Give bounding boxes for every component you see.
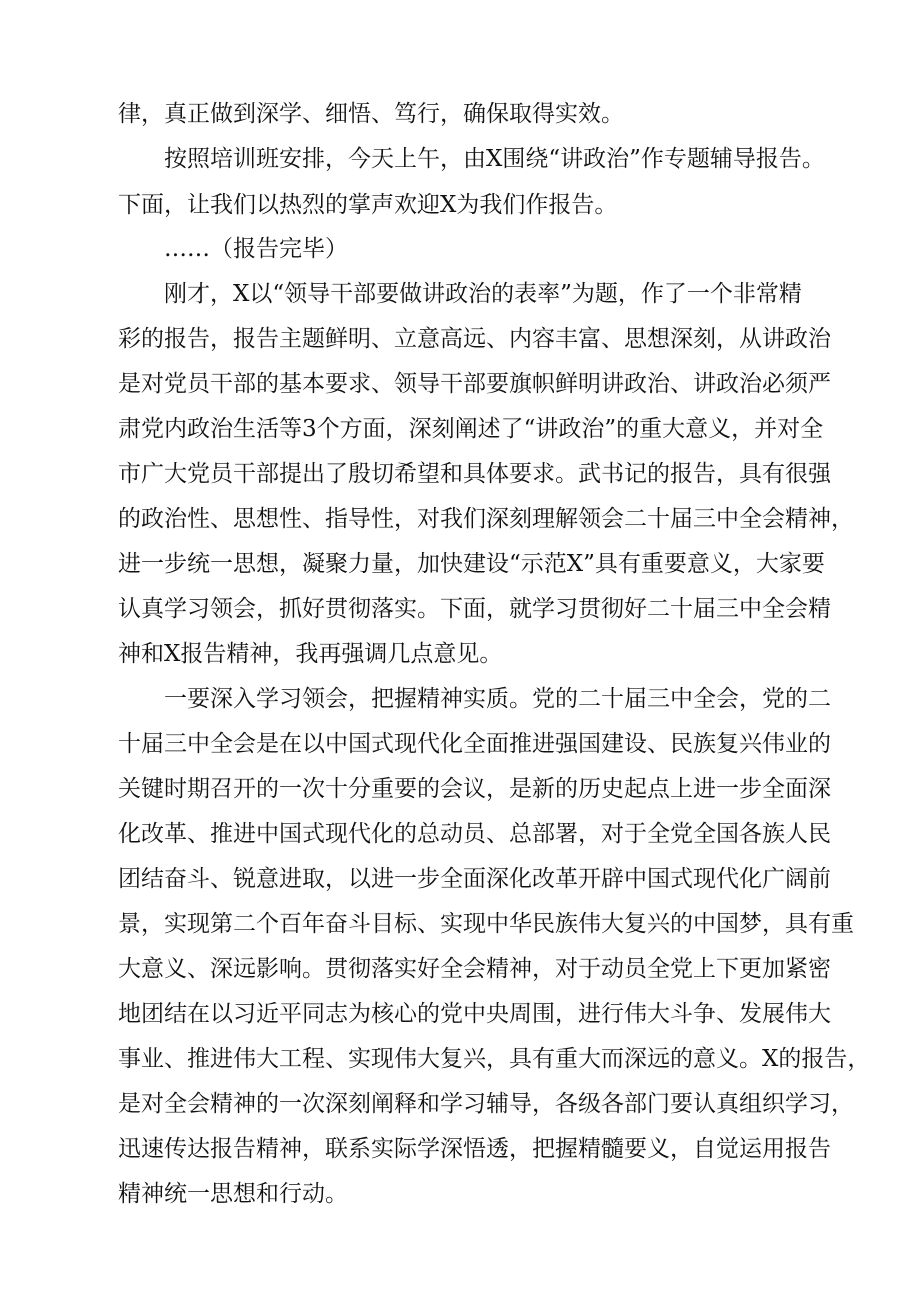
text-line: 景，实现第二个百年奋斗目标、实现中华民族伟大复兴的中国梦，具有重 [118, 911, 854, 937]
text-line: 律，真正做到深学、细悟、笃行，确保取得实效。 [118, 101, 624, 127]
text-line: 一要深入学习领会，把握精神实质。党的二十届三中全会，党的二 [164, 686, 831, 712]
text-line: 是对党员干部的基本要求、领导干部要旗帜鲜明讲政治、讲政治必须严 [118, 371, 831, 397]
text-line: 进一步统一思想，凝聚力量，加快建设“示范X”具有重要意义，大家要 [118, 551, 825, 577]
text-line: ……（报告完毕） [164, 236, 348, 262]
text-line: 大意义、深远影响。贯彻落实好全会精神，对于动员全党上下更加紧密 [118, 956, 831, 982]
text-line: 下面，让我们以热烈的掌声欢迎X为我们作报告。 [118, 192, 618, 218]
text-line: 彩的报告，报告主题鲜明、立意高远、内容丰富、思想深刻，从讲政治 [118, 326, 831, 352]
text-line: 是对全会精神的一次深刻阐释和学习辅导，各级各部门要认真组织学习， [118, 1091, 854, 1117]
text-line: 刚才，X以“领导干部要做讲政治的表率”为题，作了一个非常精 [164, 281, 802, 307]
text-line: 按照培训班安排，今天上午，由X围绕“讲政治”作专题辅导报告。 [164, 146, 825, 172]
text-line: 事业、推进伟大工程、实现伟大复兴，具有重大而深远的意义。X的报告， [118, 1046, 871, 1072]
text-line: 十届三中全会是在以中国式现代化全面推进强国建设、民族复兴伟业的 [118, 731, 831, 757]
text-line: 肃党内政治生活等3个方面，深刻阐述了“讲政治”的重大意义，并对全 [118, 416, 824, 442]
text-line: 团结奋斗、锐意进取，以进一步全面深化改革开辟中国式现代化广阔前 [118, 866, 831, 892]
text-line: 地团结在以习近平同志为核心的党中央周围，进行伟大斗争、发展伟大 [118, 1001, 831, 1027]
text-line: 认真学习领会，抓好贯彻落实。下面，就学习贯彻好二十届三中全会精 [118, 596, 831, 622]
text-line: 化改革、推进中国式现代化的总动员、总部署，对于全党全国各族人民 [118, 821, 831, 847]
text-line: 神和X报告精神，我再强调几点意见。 [118, 641, 503, 667]
text-line: 的政治性、思想性、指导性，对我们深刻理解领会二十届三中全会精神， [118, 506, 854, 532]
text-line: 精神统一思想和行动。 [118, 1181, 348, 1207]
text-line: 关键时期召开的一次十分重要的会议，是新的历史起点上进一步全面深 [118, 776, 831, 802]
text-line: 市广大党员干部提出了殷切希望和具体要求。武书记的报告，具有很强 [118, 461, 831, 487]
text-line: 迅速传达报告精神，联系实际学深悟透，把握精髓要义，自觉运用报告 [118, 1136, 831, 1162]
